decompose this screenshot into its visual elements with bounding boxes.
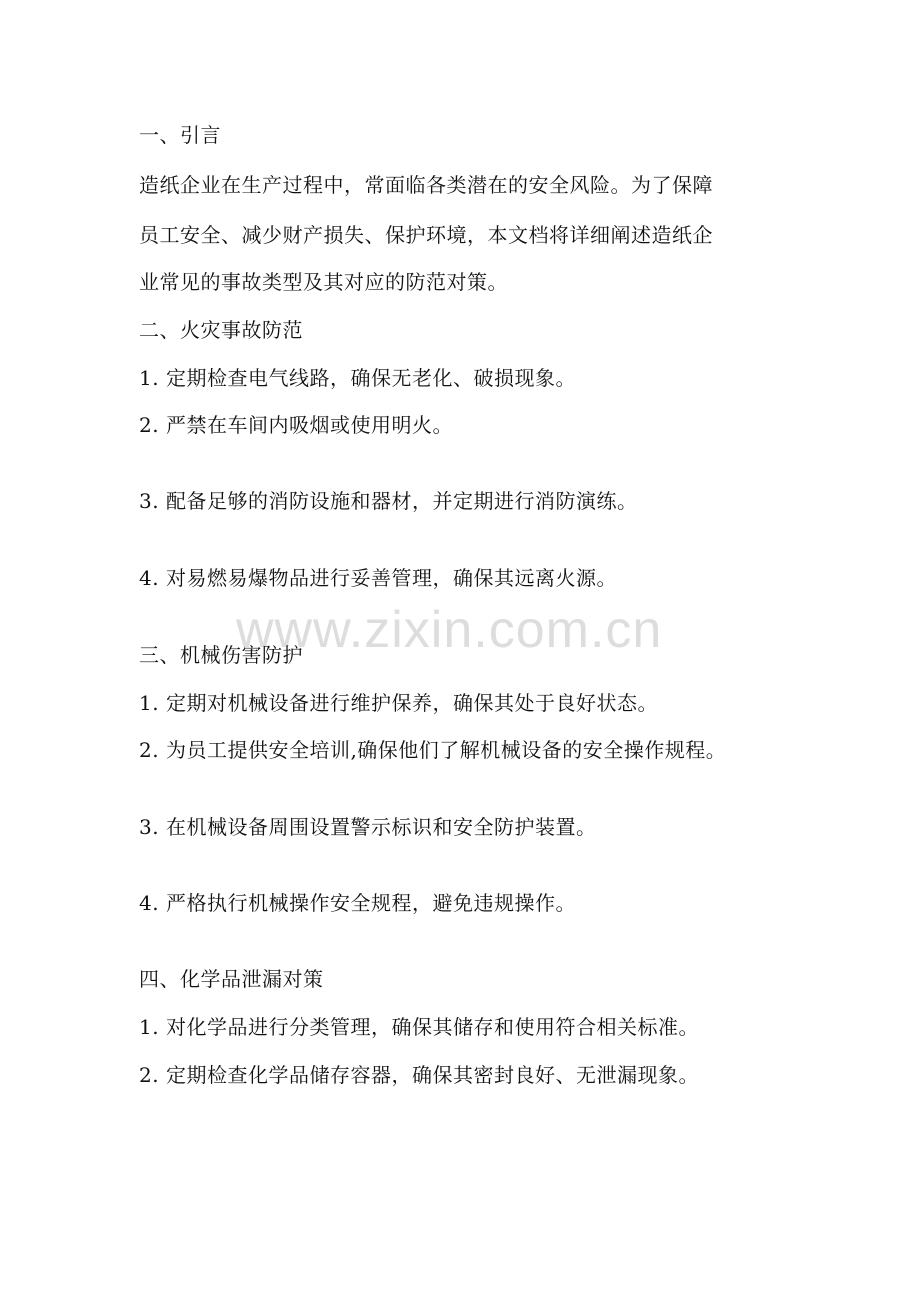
- mechanical-item-3: 3. 在机械设备周围设置警示标识和安全防护装置。: [139, 815, 597, 839]
- intro-paragraph-line-3: 业常见的事故类型及其对应的防范对策。: [139, 270, 508, 294]
- mechanical-item-4: 4. 严格执行机械操作安全规程，避免违规操作。: [139, 891, 576, 915]
- heading-introduction: 一、引言: [139, 123, 221, 147]
- intro-paragraph-line-2: 员工安全、减少财产损失、保护环境，本文档将详细阐述造纸企: [139, 223, 713, 247]
- heading-chemical-leak: 四、化学品泄漏对策: [139, 967, 324, 991]
- chemical-item-1: 1. 对化学品进行分类管理，确保其储存和使用符合相关标准。: [139, 1015, 699, 1039]
- fire-item-2: 2. 严禁在车间内吸烟或使用明火。: [139, 413, 453, 437]
- mechanical-item-2: 2. 为员工提供安全培训,确保他们了解机械设备的安全操作规程。: [139, 738, 727, 762]
- chemical-item-2: 2. 定期检查化学品储存容器，确保其密封良好、无泄漏现象。: [139, 1063, 699, 1087]
- heading-mechanical-protection: 三、机械伤害防护: [139, 643, 303, 667]
- watermark-text: www.zixin.com.cn: [236, 601, 663, 659]
- heading-fire-prevention: 二、火灾事故防范: [139, 318, 303, 342]
- fire-item-4: 4. 对易燃易爆物品进行妥善管理，确保其远离火源。: [139, 566, 617, 590]
- fire-item-3: 3. 配备足够的消防设施和器材，并定期进行消防演练。: [139, 489, 638, 513]
- intro-paragraph-line-1: 造纸企业在生产过程中，常面临各类潜在的安全风险。为了保障: [139, 173, 713, 197]
- mechanical-item-1: 1. 定期对机械设备进行维护保养，确保其处于良好状态。: [139, 691, 658, 715]
- fire-item-1: 1. 定期检查电气线路，确保无老化、破损现象。: [139, 366, 576, 390]
